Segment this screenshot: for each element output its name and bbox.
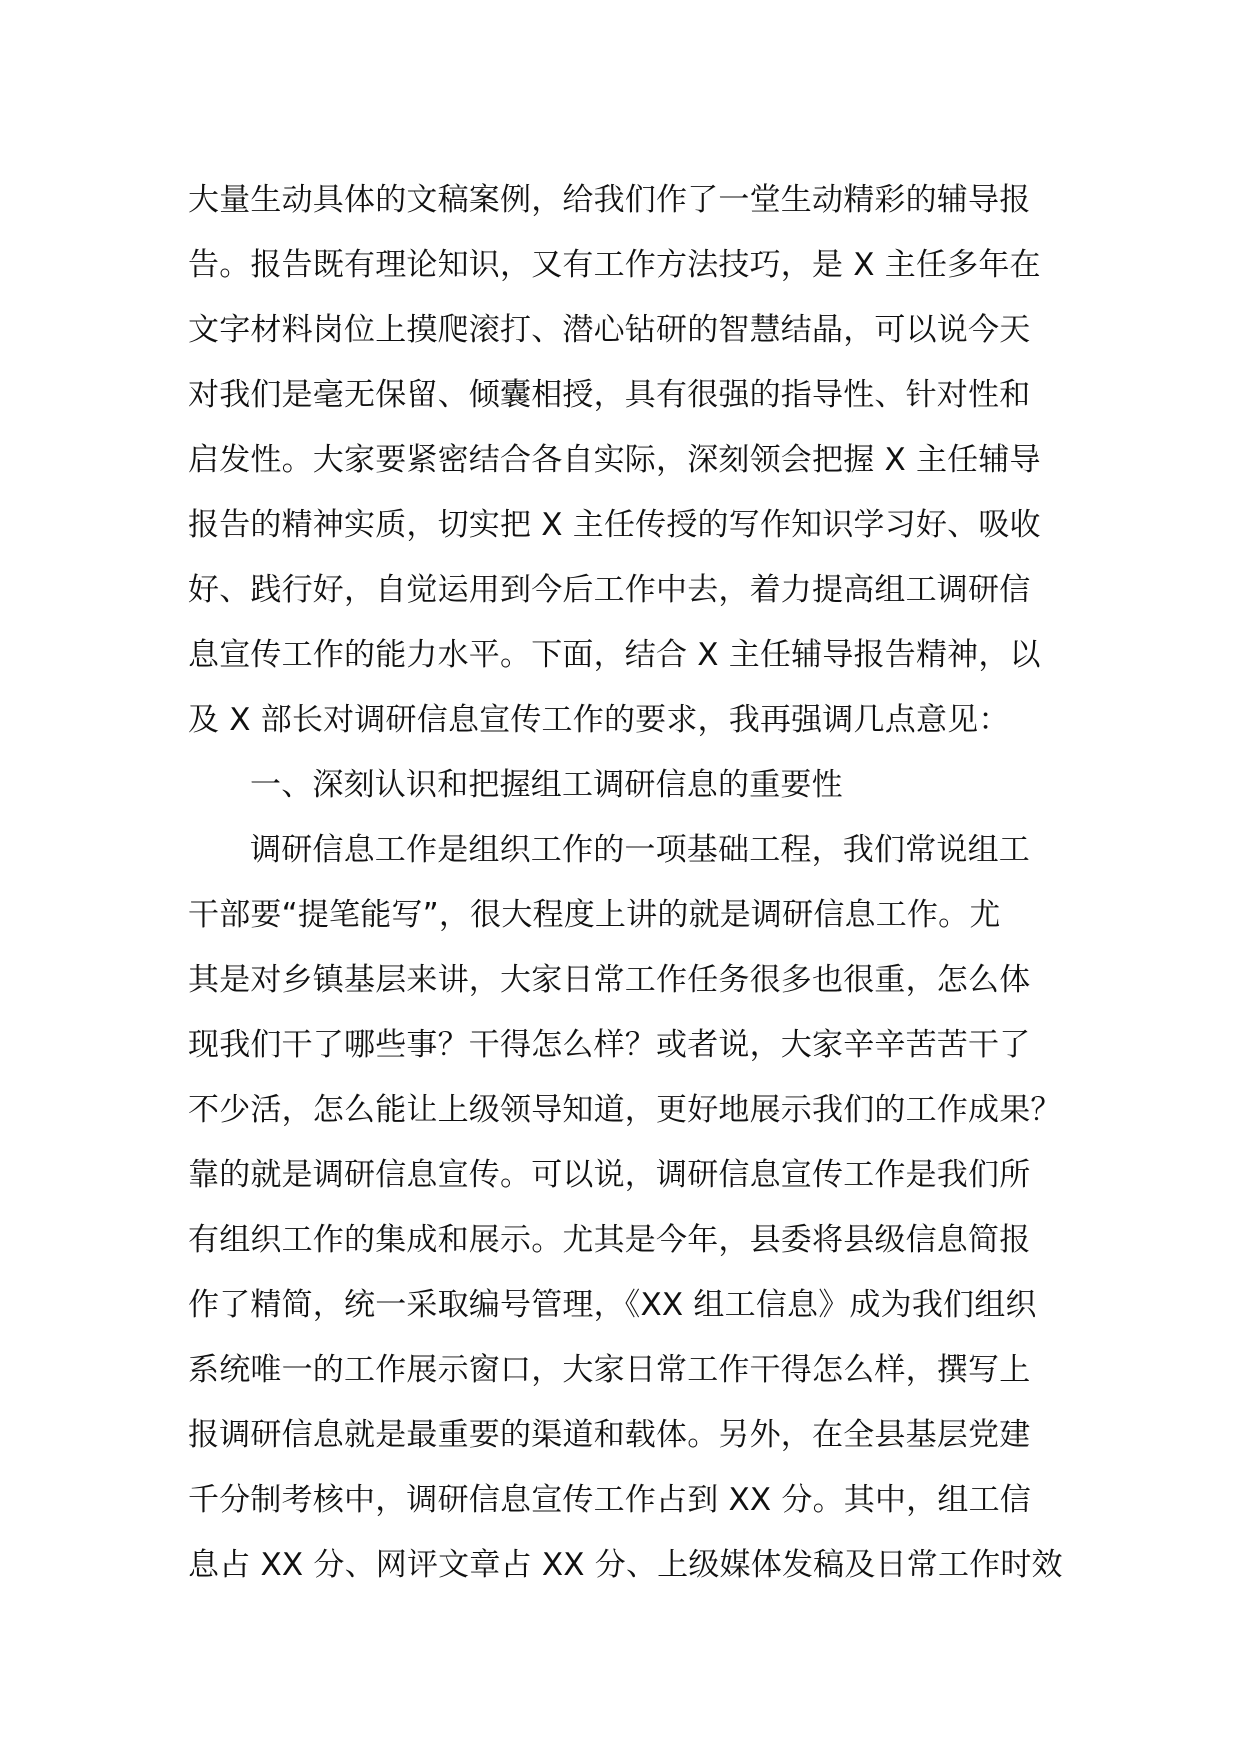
paragraph-first-line: 调研信息工作是组织工作的一项基础工程，我们常说组工 [250, 832, 1030, 868]
text-line: 其是对乡镇基层来讲，大家日常工作任务很多也很重，怎么体 [188, 962, 1031, 998]
text-line: 及 X 部长对调研信息宣传工作的要求，我再强调几点意见： [188, 702, 1010, 738]
text-line: 靠的就是调研信息宣传。可以说，调研信息宣传工作是我们所 [188, 1157, 1031, 1193]
text-line: 干部要“提笔能写”，很大程度上讲的就是调研信息工作。尤 [188, 897, 1001, 933]
text-line: 系统唯一的工作展示窗口，大家日常工作干得怎么样，撰写上 [188, 1352, 1031, 1388]
text-line: 有组织工作的集成和展示。尤其是今年，县委将县级信息简报 [188, 1222, 1031, 1258]
text-line: 报告的精神实质，切实把 X 主任传授的写作知识学习好、吸收 [188, 507, 1041, 543]
text-line: 好、践行好，自觉运用到今后工作中去，着力提高组工调研信 [188, 572, 1031, 608]
text-line: 现我们干了哪些事？干得怎么样？或者说，大家辛辛苦苦干了 [188, 1027, 1031, 1063]
text-line: 息宣传工作的能力水平。下面，结合 X 主任辅导报告精神，以 [188, 637, 1041, 673]
document-body [188, 168, 1068, 1598]
text-line: 作了精简，统一采取编号管理，《XX 组工信息》成为我们组织 [188, 1287, 1037, 1323]
text-line: 对我们是毫无保留、倾囊相授，具有很强的指导性、针对性和 [188, 377, 1031, 413]
text-line: 启发性。大家要紧密结合各自实际，深刻领会把握 X 主任辅导 [188, 442, 1041, 478]
text-line: 不少活，怎么能让上级领导知道，更好地展示我们的工作成果？ [188, 1092, 1062, 1128]
text-line: 千分制考核中，调研信息宣传工作占到 XX 分。其中，组工信 [188, 1482, 1031, 1518]
text-line: 大量生动具体的文稿案例，给我们作了一堂生动精彩的辅导报 [188, 182, 1031, 218]
text-line: 报调研信息就是最重要的渠道和载体。另外，在全县基层党建 [188, 1417, 1031, 1453]
text-line: 文字材料岗位上摸爬滚打、潜心钻研的智慧结晶，可以说今天 [188, 312, 1031, 348]
text-line: 告。报告既有理论知识，又有工作方法技巧，是 X 主任多年在 [188, 247, 1041, 283]
text-line: 息占 XX 分、网评文章占 XX 分、上级媒体发稿及日常工作时效 [188, 1547, 1063, 1583]
section-heading: 一、深刻认识和把握组工调研信息的重要性 [250, 767, 843, 803]
